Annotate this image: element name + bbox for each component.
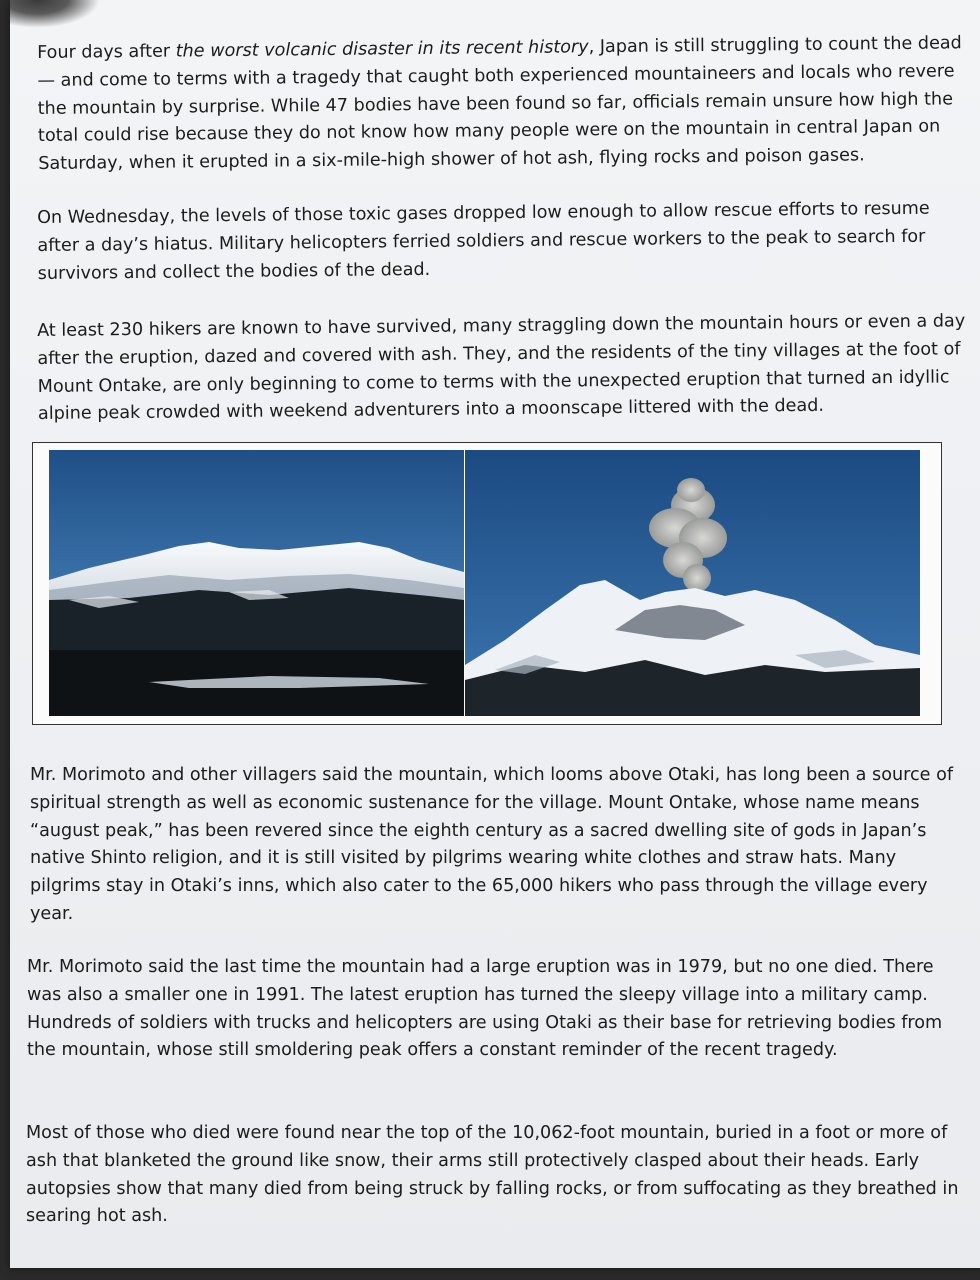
printed-page bbox=[10, 0, 980, 1268]
photo-frame bbox=[32, 442, 942, 725]
paragraph-1: Four days after the worst volcanic disaster in its recent history, Japan is still struggling to count the dead — and come to terms with a tragedy that caught both experienced mountaineers and locals who revere the mountain by surprise. While 47 bodies have been found so far, officials remain unsure how high the total could rise because they do not know how many people were on the mountain in central Japan on Saturday, when it erupted in a six-mile-high shower of hot ash, flying rocks and poison gases. bbox=[37, 33, 962, 175]
paragraph-3: At least 230 hikers are known to have survived, many straggling down the mountain hours or even a day after the eruption, dazed and covered with ash. They, and the residents of the tiny villages at the foot of Mount Ontake, are only beginning to come to terms with the unexpected eruption that turned an idyllic alpine peak crowded with weekend adventurers into a moonscape littered with the dead. bbox=[37, 311, 966, 425]
page-corner-shadow bbox=[10, 0, 100, 28]
paragraph-6: Most of those who died were found near the top of the 10,062-foot mountain, buried in a foot or more of ash that blanketed the ground like snow, their arms still protectively clasped about their heads. Early autopsies show that many died from being struck by falling rocks, or from suffocating as they breathed in searing hot ash. bbox=[26, 1123, 959, 1227]
mountain-photo-before bbox=[49, 450, 464, 716]
paragraph-5: Mr. Morimoto said the last time the mountain had a large eruption was in 1979, but no one died. There was also a smaller one in 1991. The latest eruption has turned the sleepy village into a military camp. Hundreds of soldiers with trucks and helicopters are using Otaki as their base for retrieving bodies from the mountain, whose still smoldering peak offers a constant reminder of the recent tragedy. bbox=[27, 957, 943, 1061]
italic-link-text: the worst volcanic disaster in its recent history bbox=[175, 37, 589, 62]
mountain-photo-eruption bbox=[465, 450, 920, 716]
paragraph-4: Mr. Morimoto and other villagers said the mountain, which looms above Otaki, has long been a source of spiritual strength as well as economic sustenance for the village. Mount Ontake, whose name means “august peak,” has been revered since the eighth century as a sacred dwelling site of gods in Japan’s native Shinto religion, and it is still visited by pilgrims wearing white clothes and straw hats. Many pilgrims stay in Otaki’s inns, which also cater to the 65,000 hikers who pass through the village every year. bbox=[30, 765, 954, 924]
paragraph-2: On Wednesday, the levels of those toxic gases dropped low enough to allow rescue efforts to resume after a day’s hiatus. Military helicopters ferried soldiers and rescue workers to the peak to search for survivors and collect the bodies of the dead. bbox=[37, 198, 930, 284]
